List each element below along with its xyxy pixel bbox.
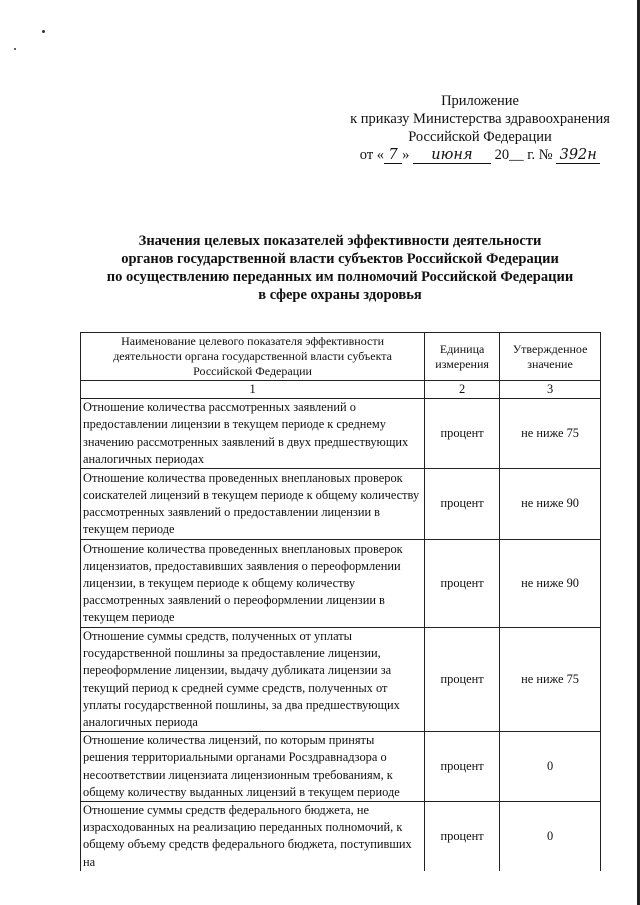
table-row (81, 540, 601, 628)
handwritten-number: 392н (556, 148, 600, 164)
document-title (60, 232, 620, 304)
scan-speck (42, 30, 45, 33)
header-unit: Единица измерения (425, 333, 500, 381)
table-row (81, 469, 601, 540)
indicator-value: не ниже 75 (500, 399, 601, 469)
table-row (81, 802, 601, 871)
indicator-name: Отношение суммы средств, полученных от уплаты государственной пошлины за предоставление лицензии, переоформление лицензии, выдачу дубликата лицензии за текущий период к средней сумме средств, полученных от уплаты государственной пошлины, за два предшествующих аналогичных периода (81, 628, 425, 732)
indicator-value: не ниже 90 (500, 540, 601, 628)
date-year: 20__ г. № (494, 147, 553, 163)
indicator-unit: процент (425, 399, 500, 469)
appendix-block (320, 92, 640, 164)
table-row (81, 732, 601, 802)
title-line: Значения целевых показателей эффективности деятельности (138, 233, 542, 249)
indicator-unit: процент (425, 469, 500, 540)
indicator-name: Отношение суммы средств федерального бюджета, не израсходованных на реализацию переданных полномочий, к общему объему средств федерального бюджета, поступивших на (81, 802, 425, 871)
title-line: органов государственной власти субъектов Российской Федерации (121, 251, 559, 267)
title-line: по осуществлению переданных им полномочий Российской Федерации (106, 269, 574, 285)
table-header-row (81, 333, 601, 381)
indicator-unit: процент (425, 628, 500, 732)
handwritten-month: июня (413, 148, 491, 164)
indicator-name: Отношение количества проведенных внеплановых проверок соискателей лицензий в текущем периоде к общему количеству рассмотренных заявлений о предоставлении лицензии в текущем периоде (81, 469, 425, 540)
appendix-label: Приложение (441, 93, 519, 109)
indicator-value: не ниже 90 (500, 469, 601, 540)
appendix-order: к приказу Министерства здравоохранения (350, 111, 610, 127)
table-row (81, 399, 601, 469)
indicator-value: не ниже 75 (500, 628, 601, 732)
indicator-value: 0 (500, 732, 601, 802)
indicator-value: 0 (500, 802, 601, 871)
indicators-table (80, 332, 601, 871)
indicator-unit: процент (425, 802, 500, 871)
indicator-name: Отношение количества проведенных внеплановых проверок лицензиатов, предоставивших заявления о переоформлении лицензии, в текущем периоде к общему количеству рассмотренных заявлений о переоформлении лицензии в текущем периоде (81, 540, 425, 628)
indicator-name: Отношение количества лицензий, по которым приняты решения территориальными органами Росздравнадзора о несоответствии лицензиата лицензионным требованиям, к общему количеству выданных лицензий в текущем периоде (81, 732, 425, 802)
scan-speck (14, 48, 16, 50)
handwritten-day: 7 (384, 148, 402, 164)
appendix-date-line (320, 146, 640, 164)
date-mid: » (402, 147, 410, 163)
header-indicator: Наименование целевого показателя эффективности деятельности органа государственной власти субъекта Российской Федерации (81, 333, 425, 381)
indicator-name: Отношение количества рассмотренных заявлений о предоставлении лицензии в текущем периоде к среднему значению рассмотренных заявлений в двух предшествующих аналогичных периодах (81, 399, 425, 469)
appendix-ministry: Российской Федерации (408, 129, 552, 145)
title-line: в сфере охраны здоровья (258, 287, 422, 303)
column-number: 2 (425, 381, 500, 399)
header-value: Утвержденное значение (500, 333, 601, 381)
column-number-row (81, 381, 601, 399)
indicator-unit: процент (425, 732, 500, 802)
column-number: 3 (500, 381, 601, 399)
date-prefix: от « (359, 147, 385, 163)
table-row (81, 628, 601, 732)
column-number: 1 (81, 381, 425, 399)
indicator-unit: процент (425, 540, 500, 628)
